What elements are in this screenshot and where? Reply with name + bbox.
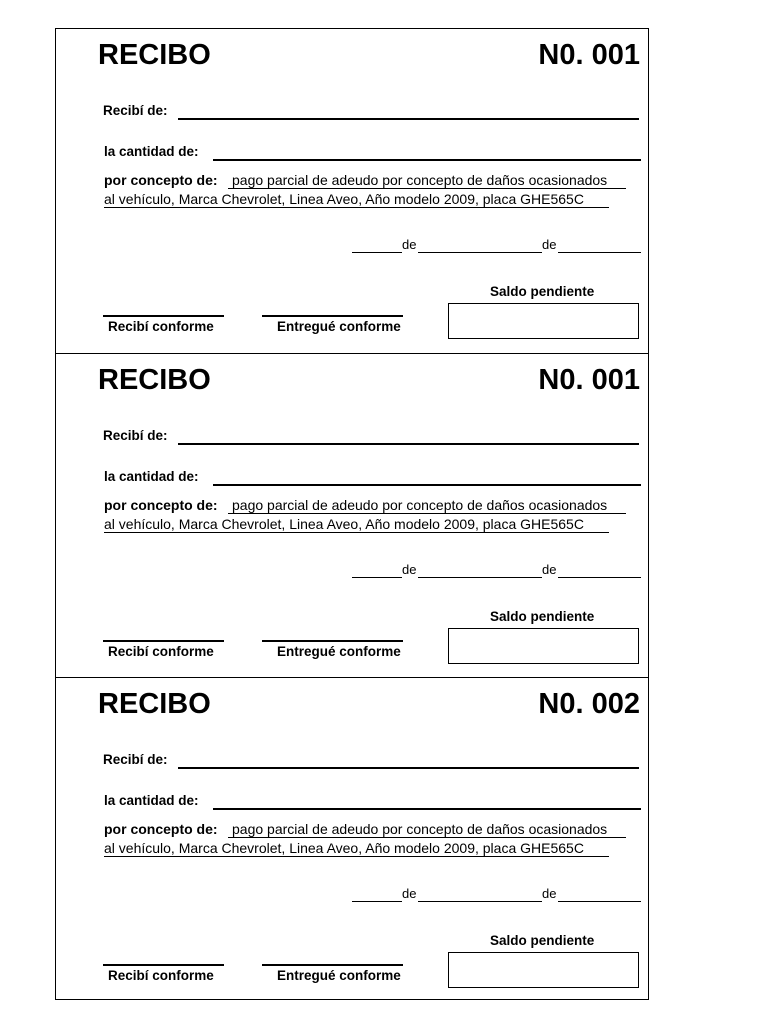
amount-label: la cantidad de: <box>104 469 199 484</box>
date-month-blank[interactable] <box>418 901 542 902</box>
saldo-pendiente-label: Saldo pendiente <box>490 933 595 948</box>
amount-line[interactable] <box>213 159 641 161</box>
date-day-blank[interactable] <box>352 901 402 902</box>
date-month-blank[interactable] <box>418 252 542 253</box>
received-from-label: Recibí de: <box>103 103 168 118</box>
date-de-2: de <box>542 237 557 252</box>
date-day-blank[interactable] <box>352 577 402 578</box>
received-conform-label: Recibí conforme <box>108 319 214 334</box>
date-month-blank[interactable] <box>418 577 542 578</box>
amount-label: la cantidad de: <box>104 793 199 808</box>
concept-label: por concepto de: <box>104 172 218 188</box>
delivered-conform-signature-line[interactable] <box>262 964 403 966</box>
received-from-label: Recibí de: <box>103 428 168 443</box>
concept-underline-1 <box>228 837 626 838</box>
receipt-title: RECIBO <box>98 39 211 71</box>
receipt-number: N0. 002 <box>538 688 640 720</box>
amount-label: la cantidad de: <box>104 144 199 159</box>
delivered-conform-label: Entregué conforme <box>277 319 401 334</box>
concept-text-line-2: al vehículo, Marca Chevrolet, Linea Aveo, Año modelo 2009, placa GHE565C <box>104 191 584 207</box>
concept-text-line-2: al vehículo, Marca Chevrolet, Linea Aveo, Año modelo 2009, placa GHE565C <box>104 840 584 856</box>
date-year-blank[interactable] <box>558 577 641 578</box>
saldo-pendiente-label: Saldo pendiente <box>490 284 595 299</box>
concept-underline-1 <box>228 188 626 189</box>
receipt-2 <box>56 353 648 677</box>
saldo-pendiente-box[interactable] <box>448 952 639 988</box>
delivered-conform-signature-line[interactable] <box>262 640 403 642</box>
concept-underline-1 <box>228 513 626 514</box>
concept-underline-2 <box>104 207 609 208</box>
concept-text-line-1: pago parcial de adeudo por concepto de daños ocasionados <box>232 821 608 837</box>
received-from-line[interactable] <box>178 118 639 120</box>
received-from-line[interactable] <box>178 443 639 445</box>
receipt-title: RECIBO <box>98 364 211 396</box>
received-from-label: Recibí de: <box>103 752 168 767</box>
receipt-number: N0. 001 <box>538 364 640 396</box>
saldo-pendiente-box[interactable] <box>448 303 639 339</box>
delivered-conform-label: Entregué conforme <box>277 968 401 983</box>
saldo-pendiente-box[interactable] <box>448 628 639 664</box>
concept-underline-2 <box>104 856 609 857</box>
received-conform-label: Recibí conforme <box>108 968 214 983</box>
delivered-conform-label: Entregué conforme <box>277 644 401 659</box>
saldo-pendiente-label: Saldo pendiente <box>490 609 595 624</box>
concept-label: por concepto de: <box>104 497 218 513</box>
concept-text-line-1: pago parcial de adeudo por concepto de daños ocasionados <box>232 497 608 513</box>
date-de-2: de <box>542 562 557 577</box>
received-conform-signature-line[interactable] <box>103 964 224 966</box>
concept-underline-2 <box>104 532 609 533</box>
received-from-line[interactable] <box>178 767 639 769</box>
receipt-3 <box>56 677 648 1001</box>
date-de-1: de <box>402 237 417 252</box>
amount-line[interactable] <box>213 484 641 486</box>
date-de-1: de <box>402 562 417 577</box>
delivered-conform-signature-line[interactable] <box>262 315 403 317</box>
date-year-blank[interactable] <box>558 901 641 902</box>
received-conform-label: Recibí conforme <box>108 644 214 659</box>
received-conform-signature-line[interactable] <box>103 315 224 317</box>
receipt-title: RECIBO <box>98 688 211 720</box>
date-de-1: de <box>402 886 417 901</box>
receipt-sheet <box>55 28 649 1000</box>
date-day-blank[interactable] <box>352 252 402 253</box>
date-de-2: de <box>542 886 557 901</box>
date-year-blank[interactable] <box>558 252 641 253</box>
amount-line[interactable] <box>213 808 641 810</box>
concept-text-line-2: al vehículo, Marca Chevrolet, Linea Aveo, Año modelo 2009, placa GHE565C <box>104 516 584 532</box>
received-conform-signature-line[interactable] <box>103 640 224 642</box>
concept-text-line-1: pago parcial de adeudo por concepto de daños ocasionados <box>232 172 608 188</box>
receipt-number: N0. 001 <box>538 39 640 71</box>
receipt-1 <box>56 29 648 353</box>
concept-label: por concepto de: <box>104 821 218 837</box>
